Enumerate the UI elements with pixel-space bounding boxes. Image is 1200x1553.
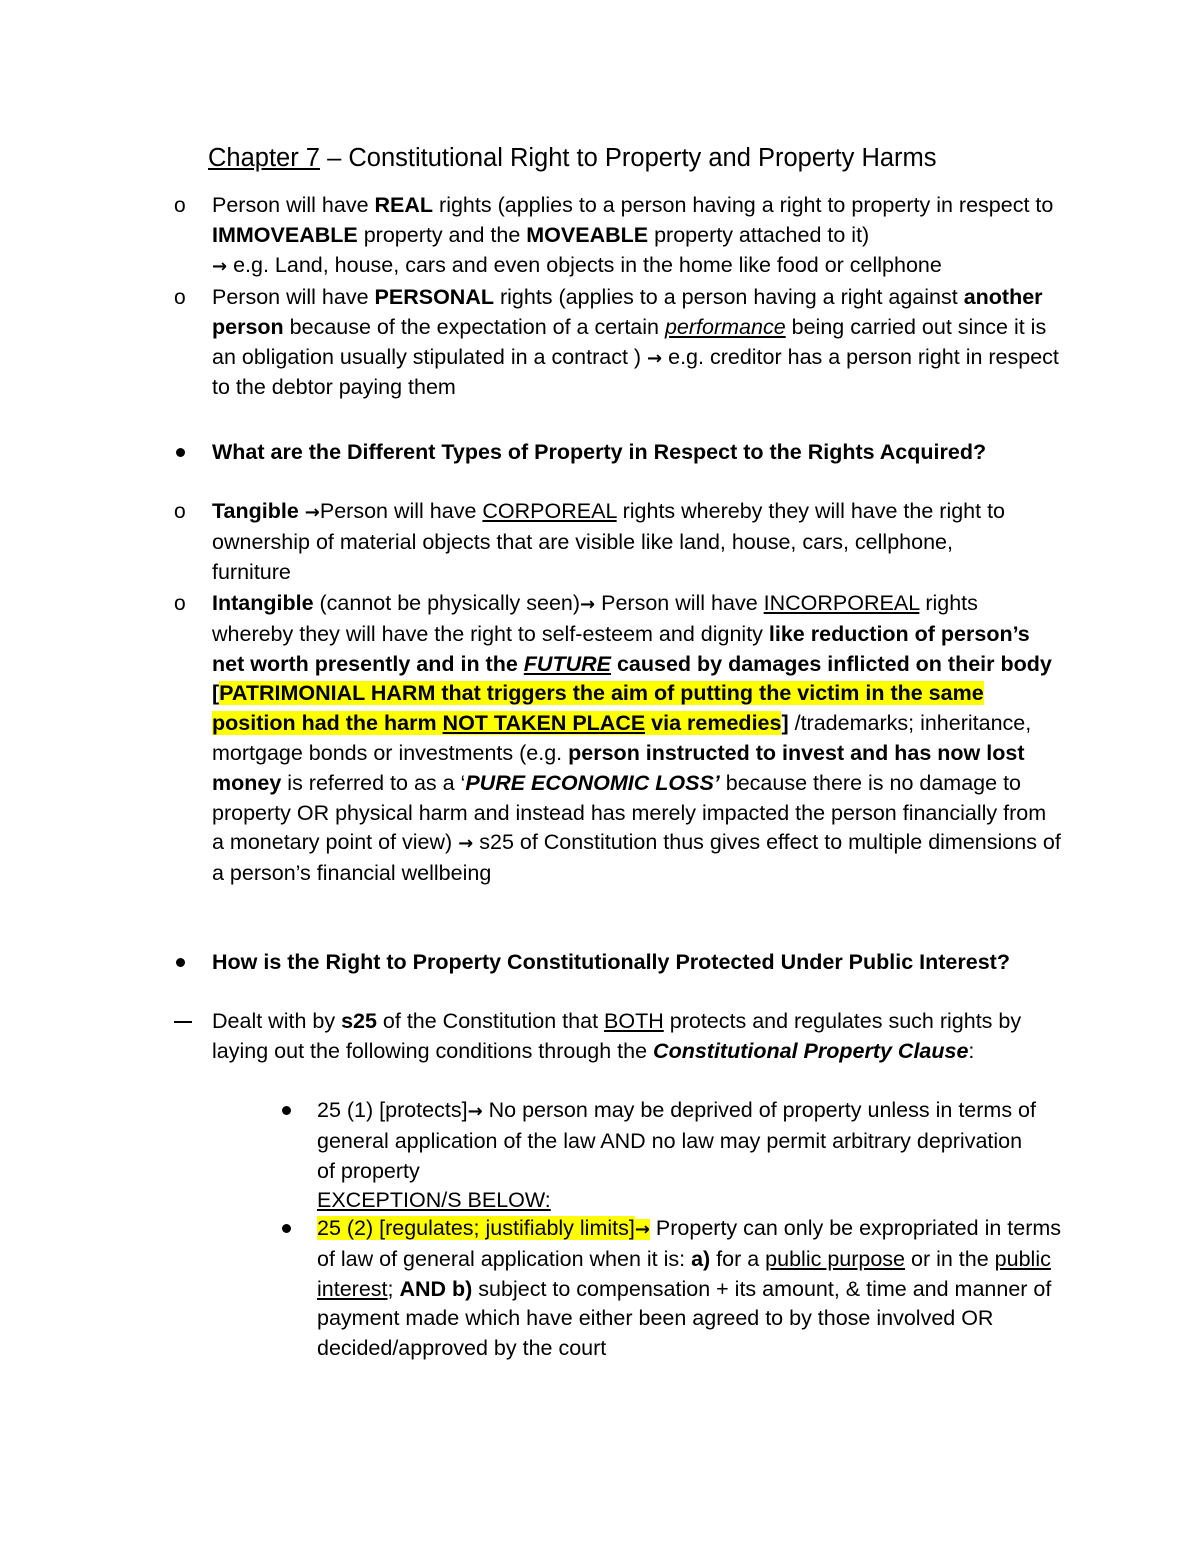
bullet-dot-icon <box>176 448 185 457</box>
personal-rights-item <box>174 283 1062 403</box>
text: 25 (1) [protects] <box>317 1098 468 1122</box>
public-purpose-term: public purpose <box>765 1246 906 1271</box>
text: Dealt with by <box>212 1009 342 1033</box>
bold-text: like reduction of person’s net worth presently and in the <box>212 621 1030 676</box>
protection-heading <box>212 948 1012 978</box>
real-rights-item <box>174 191 1062 281</box>
dealt-with-item <box>212 1007 1062 1067</box>
text: is referred to as a ‘ <box>281 770 466 795</box>
arrow-right-icon: → <box>467 1101 483 1122</box>
bold-text: a) <box>691 1246 711 1271</box>
bullet-dot-icon <box>176 958 185 967</box>
future-term: FUTURE <box>523 651 611 676</box>
intangible-label: Intangible <box>212 591 314 615</box>
circle-bullet-icon: o <box>174 286 186 309</box>
arrow-right-icon: → <box>580 594 596 615</box>
tangible-item <box>174 497 1032 587</box>
highlighted-underlined-text: NOT TAKEN PLACE <box>442 711 646 736</box>
text: Person will have <box>212 285 375 309</box>
text: (cannot be physically seen) <box>313 591 581 615</box>
arrow-right-icon: → <box>647 347 663 369</box>
chapter-number: Chapter 7 <box>208 144 320 172</box>
exceptions-label: EXCEPTION/S BELOW: <box>317 1188 551 1213</box>
text: ; <box>387 1276 400 1301</box>
text: rights (applies to a person having a right to property in respect to <box>433 193 1054 217</box>
arrow-right-icon: → <box>212 255 228 277</box>
text: rights (applies to a person having a right against <box>494 285 964 309</box>
tangible-label: Tangible <box>212 499 305 523</box>
text: because there is no damage to property OR physical harm and instead has merely impacted the person financially from a monetary point of view) <box>212 770 1047 855</box>
s25-2-item <box>317 1214 1062 1364</box>
pure-economic-loss-term: PURE ECONOMIC LOSS’ <box>465 770 720 795</box>
circle-bullet-icon: o <box>174 194 186 217</box>
incorporeal-term: INCORPOREAL <box>763 591 920 615</box>
text: or in the <box>905 1246 995 1271</box>
types-heading <box>212 438 1002 468</box>
dash-bullet-icon <box>174 1021 192 1023</box>
heading-text: What are the Different Types of Property in Respect to the Rights Acquired? <box>212 440 987 464</box>
page-title <box>208 141 1108 175</box>
intangible-item <box>174 589 1062 889</box>
both-term: BOTH <box>604 1009 664 1033</box>
s25-1-item <box>317 1096 1042 1216</box>
text: being carried out since it is an obligation usually stipulated in a contract ) <box>212 314 1047 369</box>
bold-text: person instructed to invest and has now lost money <box>212 740 1025 795</box>
personal-label: PERSONAL <box>374 285 494 309</box>
text: Person will have <box>595 591 764 615</box>
circle-bullet-icon: o <box>174 592 186 615</box>
real-label: REAL <box>374 193 434 217</box>
bold-text: ] <box>781 711 789 736</box>
circle-bullet-icon: o <box>174 500 186 523</box>
another-person-label: another person <box>212 285 1043 339</box>
s25-label: s25 <box>341 1009 377 1033</box>
text: of the Constitution that <box>376 1009 605 1033</box>
text: e.g. creditor has a person right in respect to the debtor paying them <box>212 344 1059 400</box>
heading-text: How is the Right to Property Constitutionally Protected Under Public Interest? <box>212 950 1010 974</box>
bold-text: AND b) <box>399 1276 473 1301</box>
property-clause-term: Constitutional Property Clause <box>653 1038 969 1063</box>
text: No person may be deprived of property unless in terms of general application of the law AND no law may permit arbitrary deprivation of property <box>317 1098 1036 1183</box>
text: Person will have <box>319 499 483 523</box>
text: Person will have <box>212 193 375 217</box>
text: protects and regulates such rights by laying out the following conditions through the <box>212 1009 1022 1063</box>
highlighted-text: 25 (2) [regulates; justifiably limits] <box>317 1216 635 1240</box>
bullet-dot-icon <box>282 1106 291 1115</box>
text: e.g. Land, house, cars and even objects in the home like food or cellphone <box>227 252 942 277</box>
performance-term: performance <box>664 314 786 339</box>
text: because of the expectation of a certain <box>283 314 665 339</box>
immoveable-label: IMMOVEABLE <box>212 222 358 247</box>
chapter-title-text: – Constitutional Right to Property and Property Harms <box>320 144 937 172</box>
text: : <box>968 1038 975 1063</box>
text: rights whereby they will have the right to self-esteem and dignity <box>212 591 978 646</box>
text: Property can only be expropriated in terms of law of general application when it is: <box>317 1216 1062 1271</box>
public-interest-term: public interest <box>317 1246 1051 1301</box>
text: property attached to it) <box>648 222 870 247</box>
text: s25 of Constitution thus gives effect to multiple dimensions of a person’s financial wellbeing <box>212 830 1061 886</box>
text: subject to compensation + its amount, & time and manner of payment made which have either been agreed to by those involved OR decided/approved by the court <box>317 1276 1052 1361</box>
text: for a <box>710 1246 766 1271</box>
text: /trademarks; inheritance, mortgage bonds or investments (e.g. <box>212 711 1032 765</box>
highlighted-text: PATRIMONIAL HARM that triggers the aim of putting the victim in the same position had the harm <box>212 681 984 736</box>
moveable-label: MOVEABLE <box>526 222 649 247</box>
text: rights whereby they will have the right to ownership of material objects that are visible like land, house, cars, cellphone, furniture <box>212 499 1006 584</box>
bold-text: caused by damages inflicted on their body [ <box>212 651 1052 706</box>
arrow-right-icon: → <box>634 1219 650 1240</box>
corporeal-term: CORPOREAL <box>482 499 617 523</box>
arrow-right-icon: → <box>304 502 320 523</box>
arrow-right-icon: → <box>458 833 474 855</box>
bullet-dot-icon <box>282 1224 291 1233</box>
highlighted-text: via remedies <box>645 711 782 736</box>
text: property and the <box>357 222 527 247</box>
